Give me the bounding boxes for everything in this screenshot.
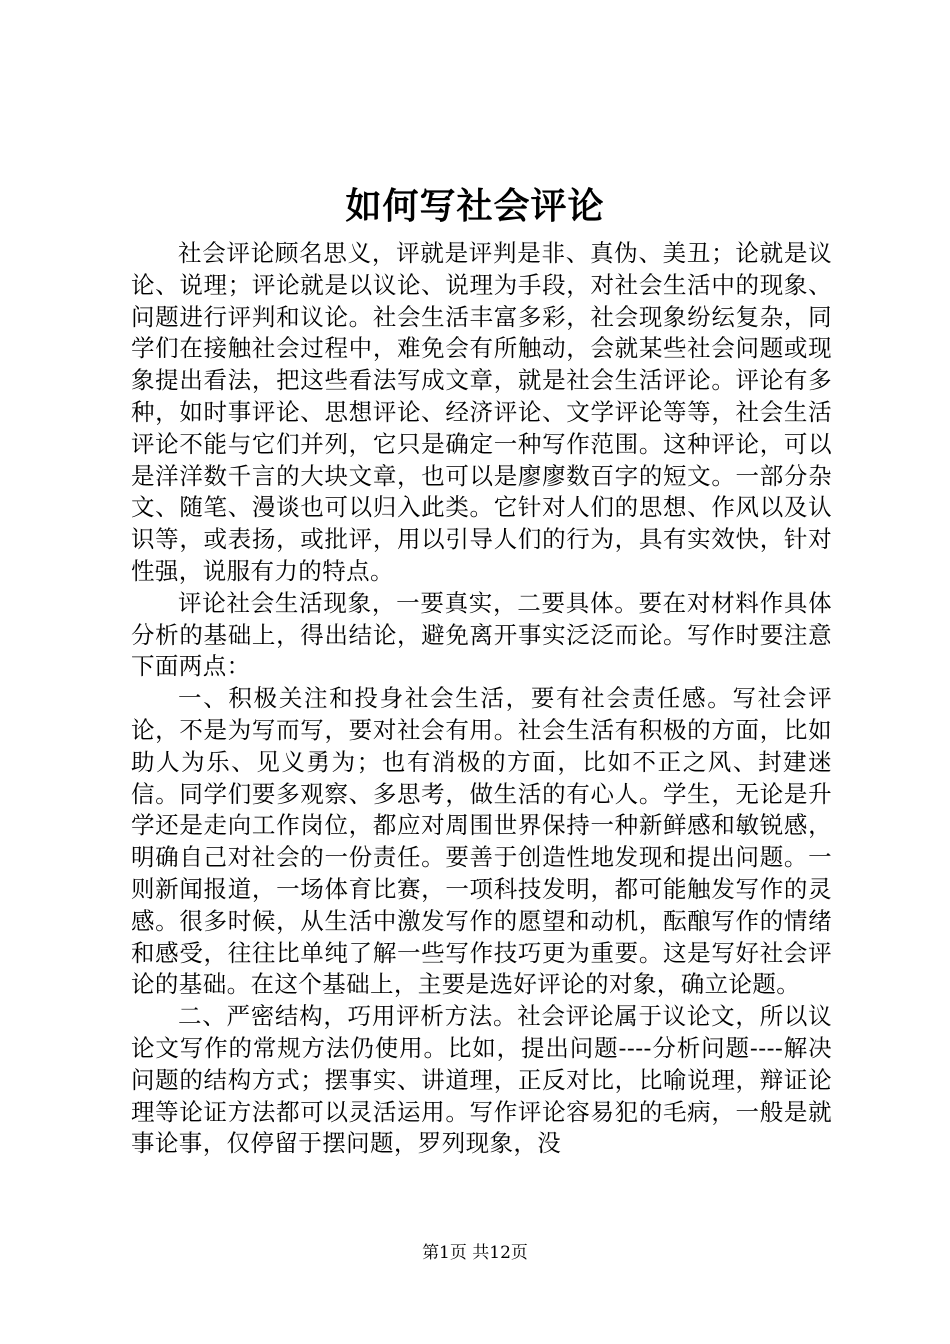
paragraph-3: 一、积极关注和投身社会生活，要有社会责任感。写社会评论，不是为写而写，要对社会有用。社会生活有积极的方面，比如助人为乐、见义勇为；也有消极的方面，比如不正之风、封建迷信。同学们要多观察、多思考，做生活的有心人。学生，无论是升学还是走向工作岗位，都应对周围世界保持一种新鲜感和敏锐感，明确自己对社会的一份责任。要善于创造性地发现和提出问题。一则新闻报道，一场体育比赛，一项科技发明，都可能触发写作的灵感。很多时候，从生活中激发写作的愿望和动机，酝酿写作的情绪和感受，往往比单纯了解一些写作技巧更为重要。这是写好社会评论的基础。在这个基础上，主要是选好评论的对象，确立论题。 [131,684,832,999]
page-number-footer: 第1页 共12页 [422,1243,528,1263]
paragraph-4: 二、严密结构，巧用评析方法。社会评论属于议论文，所以议论文写作的常规方法仍使用。比如，提出问题----分析问题----解决问题的结构方式；摆事实、讲道理，正反对比，比喻说理，辩证论理等论证方法都可以灵活运用。写作评论容易犯的毛病，一般是就事论事，仅停留于摆问题，罗列现象，没 [131,1002,832,1158]
document-title: 如何写社会评论 [345,185,605,227]
document-body [131,238,832,1160]
paragraph-1: 社会评论顾名思义，评就是评判是非、真伪、美丑；论就是议论、说理；评论就是以议论、说理为手段，对社会生活中的现象、问题进行评判和议论。社会生活丰富多彩，社会现象纷纭复杂，同学们在接触社会过程中，难免会有所触动，会就某些社会问题或现象提出看法，把这些看法写成文章，就是社会生活评论。评论有多种，如时事评论、思想评论、经济评论、文学评论等等，社会生活评论不能与它们并列，它只是确定一种写作范围。这种评论，可以是洋洋数千言的大块文章，也可以是廖廖数百字的短文。一部分杂文、随笔、漫谈也可以归入此类。它针对人们的思想、作风以及认识等，或表扬，或批评，用以引导人们的行为，具有实效快，针对性强，说服有力的特点。 [131,239,832,585]
paragraph-2: 评论社会生活现象，一要真实，二要具体。要在对材料作具体分析的基础上，得出结论，避免离开事实泛泛而论。写作时要注意下面两点： [131,588,832,681]
